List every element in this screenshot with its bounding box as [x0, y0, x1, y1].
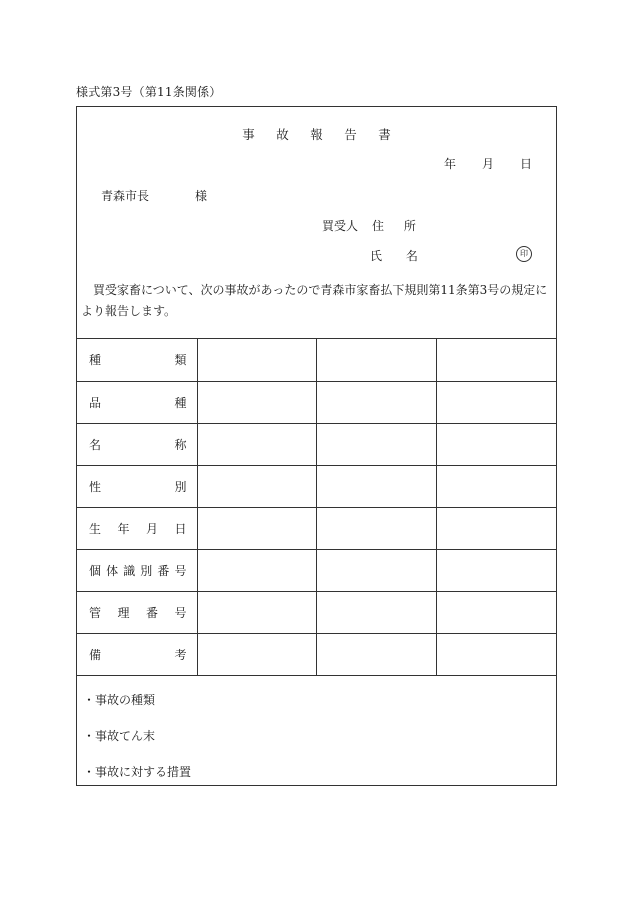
entry-cell[interactable] — [436, 549, 556, 591]
entry-cell[interactable] — [197, 465, 317, 507]
incident-section — [77, 683, 556, 786]
row-label — [77, 507, 197, 549]
date-year: 年 — [443, 157, 456, 171]
entry-cell[interactable] — [436, 507, 556, 549]
incident-details: ・事故てん末 — [83, 729, 156, 743]
entry-cell[interactable] — [197, 549, 317, 591]
table-row — [77, 381, 556, 423]
entry-cell[interactable] — [317, 381, 437, 423]
row-label-text: 備 考 — [89, 647, 187, 662]
row-label — [77, 339, 197, 381]
entry-cell[interactable] — [197, 633, 317, 675]
addressee-honorific: 様 — [195, 189, 208, 203]
buyer-name-label: 氏 名 — [370, 249, 428, 263]
date-month: 月 — [481, 157, 494, 171]
row-label — [77, 633, 197, 675]
buyer-role: 買受人 — [322, 219, 359, 233]
report-header — [77, 107, 556, 339]
entry-cell[interactable] — [436, 381, 556, 423]
incident-measures: ・事故に対する措置 — [83, 765, 192, 779]
accident-report-form — [76, 106, 557, 786]
row-label-text: 品 種 — [89, 395, 187, 410]
row-label-text: 管 理 番 号 — [89, 605, 187, 620]
row-label-text: 性 別 — [89, 479, 187, 494]
entry-cell[interactable] — [436, 423, 556, 465]
entry-cell[interactable] — [197, 339, 317, 381]
row-label — [77, 465, 197, 507]
row-label-text: 生 年 月 日 — [89, 521, 187, 536]
address-label: 住 所 — [372, 219, 424, 233]
addressee-name: 青森市長 — [101, 189, 150, 203]
date-day: 日 — [519, 157, 532, 171]
entry-cell[interactable] — [436, 633, 556, 675]
report-statement: 買受家畜について、次の事故があったので青森市家畜払下規則第11条第3号の規定により報告します。 — [81, 283, 548, 318]
entry-cell[interactable] — [436, 591, 556, 633]
table-row — [77, 549, 556, 591]
entry-cell[interactable] — [317, 339, 437, 381]
entry-cell[interactable] — [197, 381, 317, 423]
table-row — [77, 591, 556, 633]
entry-cell[interactable] — [197, 591, 317, 633]
row-label — [77, 423, 197, 465]
row-label-text: 種 類 — [89, 353, 187, 368]
row-label-text: 個 体 識 別 番 号 — [89, 563, 187, 578]
entry-cell[interactable] — [317, 633, 437, 675]
page-title: 事 故 報 告 書 — [242, 127, 391, 142]
addressee — [101, 187, 207, 204]
entry-cell[interactable] — [197, 423, 317, 465]
entry-cell[interactable] — [197, 507, 317, 549]
date-line — [418, 155, 532, 172]
entry-cell[interactable] — [317, 591, 437, 633]
table-row — [77, 633, 556, 675]
row-label — [77, 381, 197, 423]
table-row — [77, 339, 556, 381]
buyer-address — [322, 217, 424, 234]
row-label — [77, 591, 197, 633]
table-row — [77, 507, 556, 549]
entry-cell[interactable] — [317, 465, 437, 507]
table-row — [77, 423, 556, 465]
table-row — [77, 465, 556, 507]
row-label — [77, 549, 197, 591]
entry-cell[interactable] — [436, 339, 556, 381]
entry-cell[interactable] — [317, 549, 437, 591]
seal-icon: 印 — [516, 246, 532, 262]
entry-cell[interactable] — [436, 465, 556, 507]
livestock-details-table — [77, 339, 556, 676]
form-code: 様式第3号（第11条関係） — [76, 85, 222, 99]
incident-type: ・事故の種類 — [83, 693, 156, 707]
entry-cell[interactable] — [317, 507, 437, 549]
entry-cell[interactable] — [317, 423, 437, 465]
row-label-text: 名 称 — [89, 437, 187, 452]
